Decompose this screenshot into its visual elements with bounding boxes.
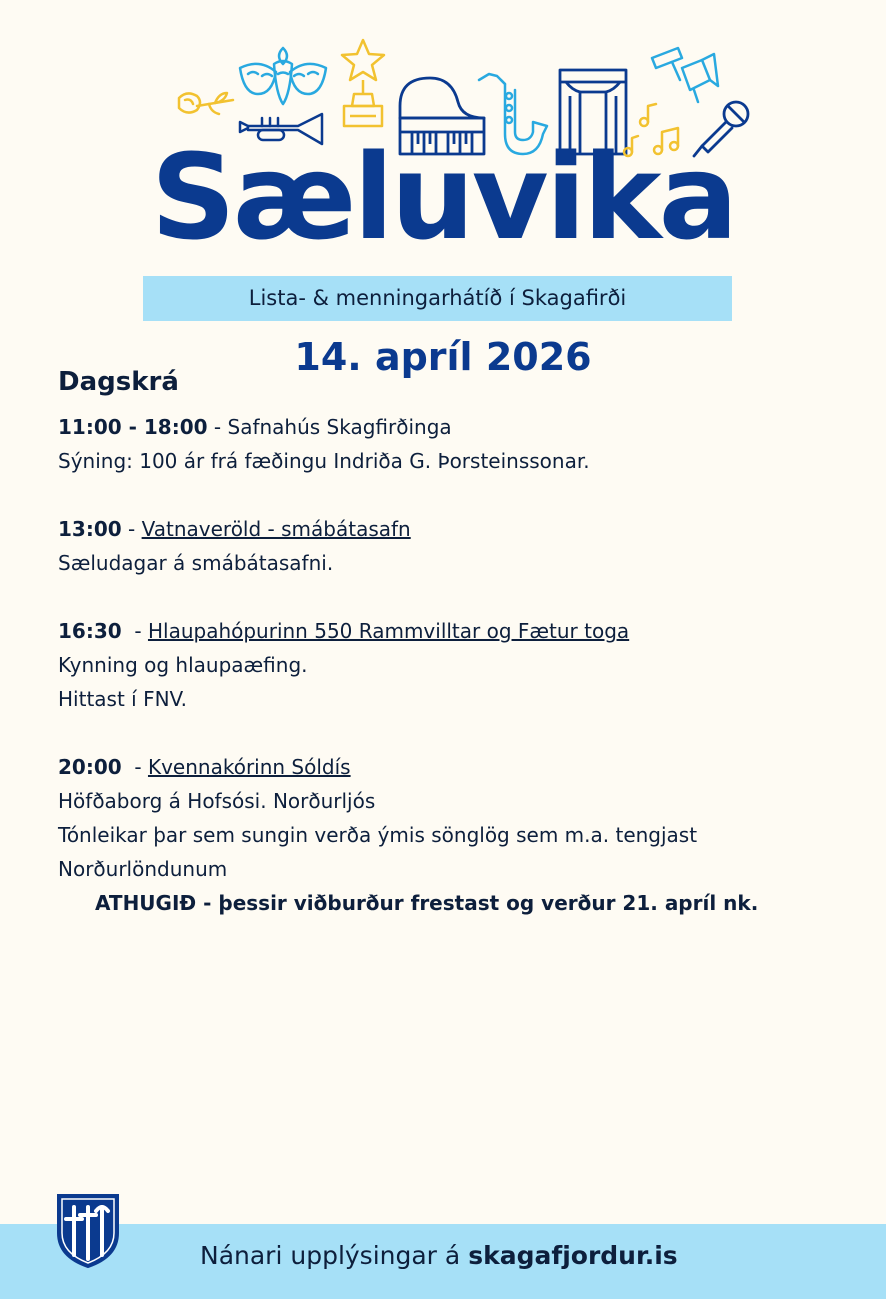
- event-notice: ATHUGIÐ - þessir viðburður frestast og verður 21. apríl nk.: [95, 891, 759, 915]
- event-description: Kynning og hlaupaæfing.: [58, 653, 308, 677]
- event-separator: -: [207, 415, 228, 439]
- event-header: [58, 410, 848, 444]
- footer-site-link[interactable]: skagafjordur.is: [468, 1241, 678, 1270]
- event-place: Safnahús Skagfirðinga: [227, 415, 452, 439]
- event-place-link[interactable]: Kvennakórinn Sóldís: [147, 755, 351, 779]
- rose-icon: [175, 88, 235, 123]
- event-separator: -: [121, 619, 148, 643]
- event-description: Hittast í FNV.: [58, 687, 187, 711]
- event-description: Norðurlöndunum: [58, 857, 228, 881]
- event-place-link[interactable]: Vatnaveröld - smábátasafn: [141, 517, 411, 541]
- footer-label: Nánari upplýsingar á: [200, 1241, 469, 1270]
- municipal-crest-icon: [56, 1193, 120, 1269]
- event-separator: -: [121, 517, 142, 541]
- program-event: [58, 410, 848, 478]
- program-event: [58, 750, 848, 920]
- theater-masks-icon: [238, 46, 328, 108]
- event-time: 16:30: [58, 619, 122, 643]
- festival-subtitle: Lista- & menningarhátíð í Skagafirði: [143, 276, 732, 321]
- program-heading: Dagskrá: [58, 367, 179, 397]
- event-description: Sýning: 100 ár frá fæðingu Indriða G. Þorsteinssonar.: [58, 449, 590, 473]
- event-time: 20:00: [58, 755, 122, 779]
- program-event: [58, 512, 848, 580]
- event-header: [58, 512, 848, 546]
- program-list: [58, 410, 848, 954]
- program-event: [58, 614, 848, 716]
- star-trophy-icon: [338, 38, 388, 130]
- event-separator: -: [121, 755, 148, 779]
- festival-date: 14. apríl 2026: [294, 335, 592, 379]
- event-time: 13:00: [58, 517, 122, 541]
- event-header: [58, 750, 848, 784]
- event-time: 11:00 - 18:00: [58, 415, 208, 439]
- festival-title: Sæluvika: [150, 128, 736, 266]
- event-description: Tónleikar þar sem sungin verða ýmis sönglög sem m.a. tengjast: [58, 823, 698, 847]
- spotlight-icon: [648, 46, 718, 106]
- event-place-link[interactable]: Hlaupahópurinn 550 Rammvilltar og Fætur toga: [147, 619, 630, 643]
- event-header: [58, 614, 848, 648]
- footer-bar: [0, 1224, 886, 1299]
- event-description: Sæludagar á smábátasafni.: [58, 551, 334, 575]
- event-description: Höfðaborg á Hofsósi. Norðurljós: [58, 789, 376, 813]
- footer-text: [200, 1241, 678, 1270]
